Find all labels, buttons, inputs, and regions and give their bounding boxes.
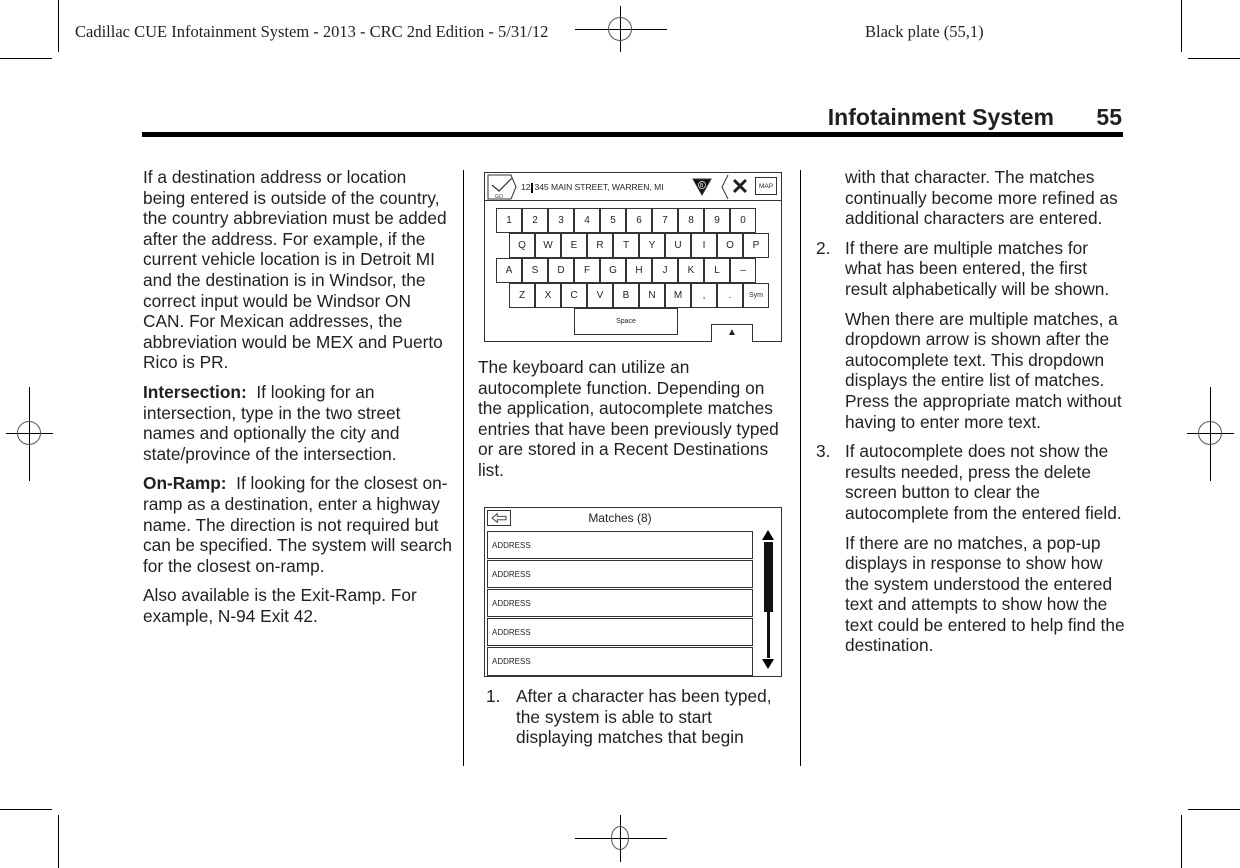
- key[interactable]: G: [600, 258, 626, 283]
- key[interactable]: 9: [704, 208, 730, 233]
- plate-label: Black plate (55,1): [865, 22, 984, 41]
- key[interactable]: 4: [574, 208, 600, 233]
- paragraph-step-1-continued: with that character. The matches continually become more refined as additional characters are entered.: [845, 167, 1118, 229]
- key[interactable]: 0: [730, 208, 756, 233]
- keyboard-top-bar: [485, 173, 781, 201]
- key[interactable]: .: [717, 283, 743, 308]
- dropdown-badge-icon[interactable]: [692, 178, 712, 196]
- list-item-step-3: 3. If autocomplete does not show the results needed, press the delete screen button to clear the autocomplete from the entered field.: [816, 441, 1122, 523]
- crop-mark: [1181, 815, 1182, 868]
- key[interactable]: N: [639, 283, 665, 308]
- match-row[interactable]: ADDRESS: [487, 560, 753, 588]
- column-3: [816, 167, 1126, 665]
- crop-mark: [58, 815, 59, 868]
- column-divider: [463, 170, 464, 766]
- scroll-up-arrow-icon[interactable]: [762, 530, 774, 540]
- step-number: 3.: [816, 441, 831, 462]
- paragraph: If a destination address or location being entered is outside of the country, the country abbreviation must be added after the address. For example, if the current vehicle location is in Detroit MI and the destination is in Windsor, the correct input would be Windsor ON CAN. For Mexican addresses, the abbreviation would be MEX and Puerto Rico is PR.: [143, 167, 447, 373]
- column-divider: [800, 170, 801, 766]
- key[interactable]: 2: [522, 208, 548, 233]
- crop-mark: [58, 0, 59, 52]
- crop-mark: [1188, 809, 1240, 810]
- key[interactable]: 6: [626, 208, 652, 233]
- map-button[interactable]: MAP: [755, 177, 777, 195]
- space-key[interactable]: Space: [574, 308, 678, 335]
- key[interactable]: H: [626, 258, 652, 283]
- key[interactable]: M: [665, 283, 691, 308]
- key[interactable]: B: [613, 283, 639, 308]
- matches-title: Matches (8): [588, 511, 652, 525]
- scrollbar-track[interactable]: [767, 612, 770, 658]
- slug-line: Cadillac CUE Infotainment System - 2013 - CRC 2nd Edition - 5/31/12: [75, 22, 549, 41]
- match-row[interactable]: ADDRESS: [487, 531, 753, 559]
- key[interactable]: 7: [652, 208, 678, 233]
- list-item-step-2: 2. If there are multiple matches for what has been entered, the first result alphabetically will be shown.: [816, 237, 1110, 299]
- step-number: 1.: [486, 686, 501, 706]
- column-2-steps: [478, 686, 788, 748]
- header-rule: [142, 132, 1123, 137]
- key[interactable]: L: [704, 258, 730, 283]
- key[interactable]: S: [522, 258, 548, 283]
- column-1: [143, 167, 453, 635]
- paragraph-onramp: On-Ramp: If looking for the closest on-ramp as a destination, enter a highway name. The direction is not required but can be specified. The system will search for the closest on-ramp.: [143, 473, 452, 576]
- key[interactable]: O: [717, 233, 743, 258]
- crop-mark: [1181, 0, 1182, 52]
- key[interactable]: I: [691, 233, 717, 258]
- key[interactable]: F: [574, 258, 600, 283]
- crop-mark: [1188, 58, 1240, 59]
- svg-text:GO: GO: [495, 194, 503, 200]
- term-label: On-Ramp:: [143, 473, 227, 494]
- key[interactable]: U: [665, 233, 691, 258]
- term-label: Intersection:: [143, 381, 247, 402]
- key[interactable]: Y: [639, 233, 665, 258]
- key[interactable]: ,: [691, 283, 717, 308]
- key[interactable]: 1: [496, 208, 522, 233]
- key[interactable]: Q: [509, 233, 535, 258]
- key[interactable]: T: [613, 233, 639, 258]
- key[interactable]: V: [587, 283, 613, 308]
- match-row[interactable]: ADDRESS: [487, 618, 753, 646]
- divider: [485, 200, 781, 201]
- key[interactable]: 3: [548, 208, 574, 233]
- key[interactable]: X: [535, 283, 561, 308]
- key[interactable]: E: [561, 233, 587, 258]
- key[interactable]: A: [496, 258, 522, 283]
- sym-key[interactable]: Sym: [743, 283, 769, 308]
- section-title: Infotainment System: [827, 104, 1054, 130]
- key[interactable]: R: [587, 233, 613, 258]
- key[interactable]: 8: [678, 208, 704, 233]
- paragraph: When there are multiple matches, a dropdown arrow is shown after the autocomplete text. This dropdown displays the entire list of matches. Press the appropriate match without having to enter more text.: [845, 308, 1122, 432]
- paragraph: The keyboard can utilize an autocomplete function. Depending on the application, autocomplete matches entries that have been previously typed or are stored in a Recent Destinations list.: [478, 357, 779, 480]
- delete-button[interactable]: ✕: [730, 174, 750, 199]
- key[interactable]: W: [535, 233, 561, 258]
- matches-screen-figure: [484, 507, 782, 677]
- match-row[interactable]: ADDRESS: [487, 647, 753, 676]
- key[interactable]: P: [743, 233, 769, 258]
- list-item-step-1: 1. After a character has been typed, the system is able to start displaying matches that begin: [486, 686, 772, 748]
- svg-text:B: B: [700, 183, 704, 189]
- column-2-intro: [478, 357, 788, 490]
- crop-mark: [0, 58, 52, 59]
- key[interactable]: K: [678, 258, 704, 283]
- shift-key[interactable]: ▲: [711, 324, 753, 342]
- destination-input[interactable]: 12 345 MAIN STREET, WARREN, MI: [521, 182, 664, 192]
- match-row[interactable]: ADDRESS: [487, 589, 753, 617]
- key[interactable]: D: [548, 258, 574, 283]
- key[interactable]: C: [561, 283, 587, 308]
- paragraph: Also available is the Exit-Ramp. For example, N-94 Exit 42.: [143, 585, 417, 626]
- paragraph: If there are no matches, a pop-up displays in response to show how the system understood the entered text and attempts to show how the text could be entered to help find the destination.: [845, 532, 1125, 656]
- go-checkmark-icon: [487, 174, 517, 200]
- step-number: 2.: [816, 237, 831, 258]
- key[interactable]: 5: [600, 208, 626, 233]
- paragraph-intersection: Intersection: If looking for an intersection, type in the two street names and optionally the city and state/province of the intersection.: [143, 381, 401, 464]
- page-number: 55: [1096, 104, 1122, 130]
- key[interactable]: –: [730, 258, 756, 283]
- crop-mark: [0, 809, 52, 810]
- keyboard-screen-figure: [484, 172, 782, 342]
- key[interactable]: J: [652, 258, 678, 283]
- key[interactable]: Z: [509, 283, 535, 308]
- scrollbar-thumb[interactable]: [764, 542, 773, 612]
- scroll-down-arrow-icon[interactable]: [762, 659, 774, 669]
